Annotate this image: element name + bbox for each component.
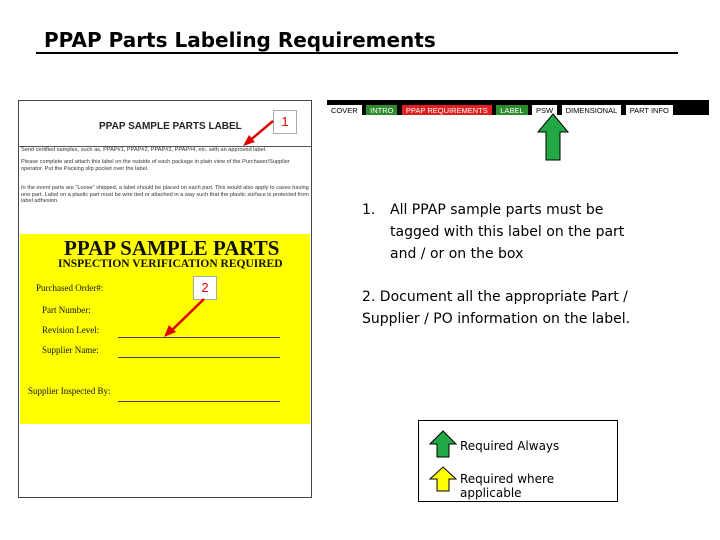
callout-1-badge: 1 — [273, 110, 297, 134]
legend-required-always: Required Always — [460, 439, 560, 453]
field-purchased-order: Purchased Order#: — [36, 283, 104, 293]
field-part-number: Part Number: — [42, 305, 91, 315]
green-arrow-legend-icon — [429, 430, 457, 458]
label-document-header-text: PPAP SAMPLE PARTS LABEL — [99, 121, 242, 132]
tab-part-info[interactable]: PART INFO — [626, 105, 673, 115]
tab-psw[interactable]: PSW — [532, 105, 557, 115]
legend-box — [418, 420, 618, 502]
point-2-line-2: Supplier / PO information on the label. — [362, 311, 631, 327]
slide-title: PPAP Parts Labeling Requirements — [44, 28, 436, 52]
point-1-line-2: tagged with this label on the part — [390, 224, 625, 240]
yellow-arrow-legend-icon — [429, 466, 457, 492]
point-1-line-1: All PPAP sample parts must be — [390, 202, 604, 218]
worksheet-tab-strip — [327, 100, 709, 115]
callout-1-arrow — [240, 115, 280, 149]
banner-subtitle: INSPECTION VERIFICATION REQUIRED — [58, 258, 283, 270]
callout-2-arrow — [160, 295, 210, 341]
point-1-number: 1. — [362, 202, 376, 218]
supplier-inspected-line — [118, 401, 280, 402]
tab-intro[interactable]: INTRO — [366, 105, 397, 115]
tab-dimensional[interactable]: DIMENSIONAL — [562, 105, 622, 115]
green-up-arrow-icon — [536, 112, 570, 162]
label-paragraph-1: Send certified samples, such as, PPAP#1, PPAP#2, PPAP#3, PPAP#4, etc. with an approved label. — [21, 147, 267, 153]
callout-2-badge: 2 — [193, 276, 217, 300]
field-revision-level: Revision Level: — [42, 325, 100, 335]
field-supplier-name: Supplier Name: — [42, 345, 99, 355]
point-2-line-1: 2. Document all the appropriate Part / — [362, 289, 628, 305]
tab-label[interactable]: LABEL — [496, 105, 527, 115]
field-supplier-inspected-by: Supplier Inspected By: — [28, 386, 111, 396]
label-paragraph-3: In the event parts are "Loose" shipped, a label should be placed on each part. This would also apply to cases having one part. Label on a plastic part must be wire tied or attached in a way such that the plastic surface is protected from label adhesion. — [21, 185, 309, 205]
point-1-line-3: and / or on the box — [390, 246, 524, 262]
label-paragraph-2: Please complete and attach this label on the outside of each package in plain view of the Purchaser/Supplier operator. Put the Packing slip pocket over the label. — [21, 159, 290, 172]
banner-title: PPAP SAMPLE PARTS — [64, 236, 280, 260]
title-underline — [36, 52, 678, 54]
supplier-name-line — [118, 357, 280, 358]
tab-cover[interactable]: COVER — [327, 105, 362, 115]
tab-ppap-requirements[interactable]: PPAP REQUIREMENTS — [402, 105, 492, 115]
legend-required-where-applicable: Required where applicable — [460, 472, 555, 500]
